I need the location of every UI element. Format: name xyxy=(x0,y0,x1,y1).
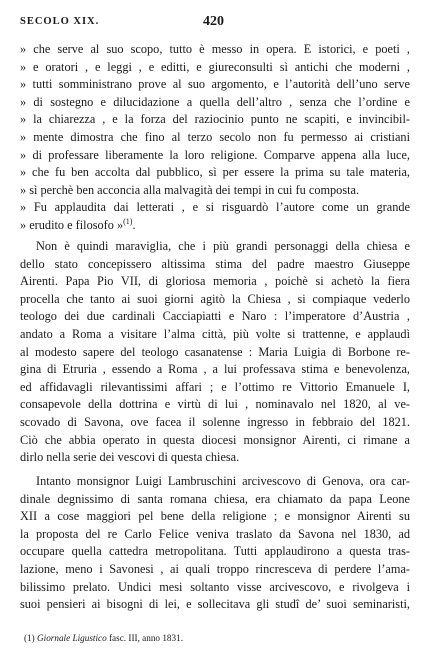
paragraph-line: lazione, meno i Savonesi , ai quali troppo rincresceva di perdere l’ama- xyxy=(20,561,410,576)
quote-line: » di sostegno e dilucidazione a quella dell’altro , senza che l’ordine e xyxy=(20,94,410,109)
paragraph-line: bilissimo prelato. Undici mesi soltanto visse arcivescovo, e rivolgeva i xyxy=(20,579,410,594)
paragraph-line: scovado di Savona, ove facea il solenne ingresso in febbraio del 1821. xyxy=(20,414,410,429)
paragraph-line: dirlo nella serie dei vescovi di questa chiesa. xyxy=(20,450,240,465)
paragraph-2 xyxy=(20,473,410,614)
paragraph-line: occupare quella cattedra metropolitana. Tutti applaudirono a questa tras- xyxy=(20,544,410,559)
quote-line: » di professare liberamente la loro religione. Comparve appena alla luce, xyxy=(20,147,410,162)
paragraph-line: ed affidavagli rilevantissimi affari ; e l’ottimo re Vittorio Emanuele I, xyxy=(20,379,410,394)
running-head xyxy=(20,16,407,32)
quote-line: » e oratori , e leggi , e editti, e giureconsulti sì antichi che moderni , xyxy=(20,59,410,74)
paragraph-line: dello stato concepissero altissima stima del padre maestro Giuseppe xyxy=(20,256,410,271)
running-title: SECOLO XIX. xyxy=(20,16,100,27)
quote-last-line: » erudito e filosofo »$^{(1)}$. xyxy=(20,216,136,232)
paragraph-line: Airenti. Papa Pio VII, di gloriosa memoria , poichè si achetò la fiera xyxy=(20,274,410,289)
footnote-details: fasc. III, anno 1831. xyxy=(109,633,183,643)
paragraph-line: la proposta del re Carlo Felice veniva traslato da Savona nel 1830, ad xyxy=(20,526,410,541)
footnote-marker: (1) xyxy=(24,633,35,643)
quote-block xyxy=(20,41,410,235)
quote-line: » Fu applaudita dai letterati , e si risguardò l’autore come un grande xyxy=(20,200,410,215)
paragraph-1 xyxy=(20,238,410,467)
paragraph-line: gina di Etruria , essendo a Roma , a lui professava stima e benevolenza, xyxy=(20,362,410,377)
paragraph-line: teologo dei due cardinali Cacciapiatti e Naro : l’imperatore d’Austria , xyxy=(20,309,410,324)
footnote-source-title: Giornale Ligustico xyxy=(37,633,107,643)
paragraph-line: suoi pensieri ai bisogni di lei, e sollecitava gli studî de’ suoi seminaristi, xyxy=(20,597,410,612)
quote-line: » tutti somministrano prove al suo argomento, e l’autorità dell’uno serve xyxy=(20,77,410,92)
paragraph-line: andato a Roma a visitare l’alma città, più volte si trattenne, e applaudì xyxy=(20,326,410,341)
quote-line: » che fu ben accolta dal pubblico, sì per essere la prima su tale materia, xyxy=(20,165,410,180)
footnote xyxy=(24,632,183,644)
paragraph-line: XII a cose maggiori pel bene della religione ; e monsignor Airenti su xyxy=(20,509,410,524)
paragraph-line: procella che tanto ai suoi giorni agitò la Chiesa , si compiaque vederlo xyxy=(20,291,410,306)
paragraph-line: dinale degnissimo di santa romana chiesa, era chiamato da papa Leone xyxy=(20,491,410,506)
paragraph-line: Non è quindi maraviglia, che i più grandi personaggi della chiesa e xyxy=(36,239,410,253)
quote-line: » che serve al suo scopo, tutto è messo in opera. E istorici, e poeti , xyxy=(20,42,410,56)
footnote-reference: (1) xyxy=(123,216,133,226)
page-number: 420 xyxy=(203,14,224,29)
quote-line: » erudito e filosofo » xyxy=(20,217,124,232)
quote-line: » la chiarezza , e la forza del raziocinio punto ne scapiti, e invincibil- xyxy=(20,112,410,127)
paragraph-line: al modesto sapere del teologo casanatense : Maria Luigia di Borbone re- xyxy=(20,344,410,359)
quote-line: » mente dimostra che fino al terzo secolo non fu permesso ai cristiani xyxy=(20,129,410,144)
paragraph-line: Ciò che abbia operato in questa diocesi monsignor Airenti, ci rimane a xyxy=(20,432,410,447)
paragraph-line: consapevole della dottrina e virtù di lui , nominavalo nel 1820, al ve- xyxy=(20,397,410,412)
paragraph-line: Intanto monsignor Luigi Lambruschini arcivescovo di Genova, ora car- xyxy=(36,474,410,488)
quote-line: » sì perchè ben acconcia alla malvagità dei tempi in cui fu composta. xyxy=(20,182,360,197)
